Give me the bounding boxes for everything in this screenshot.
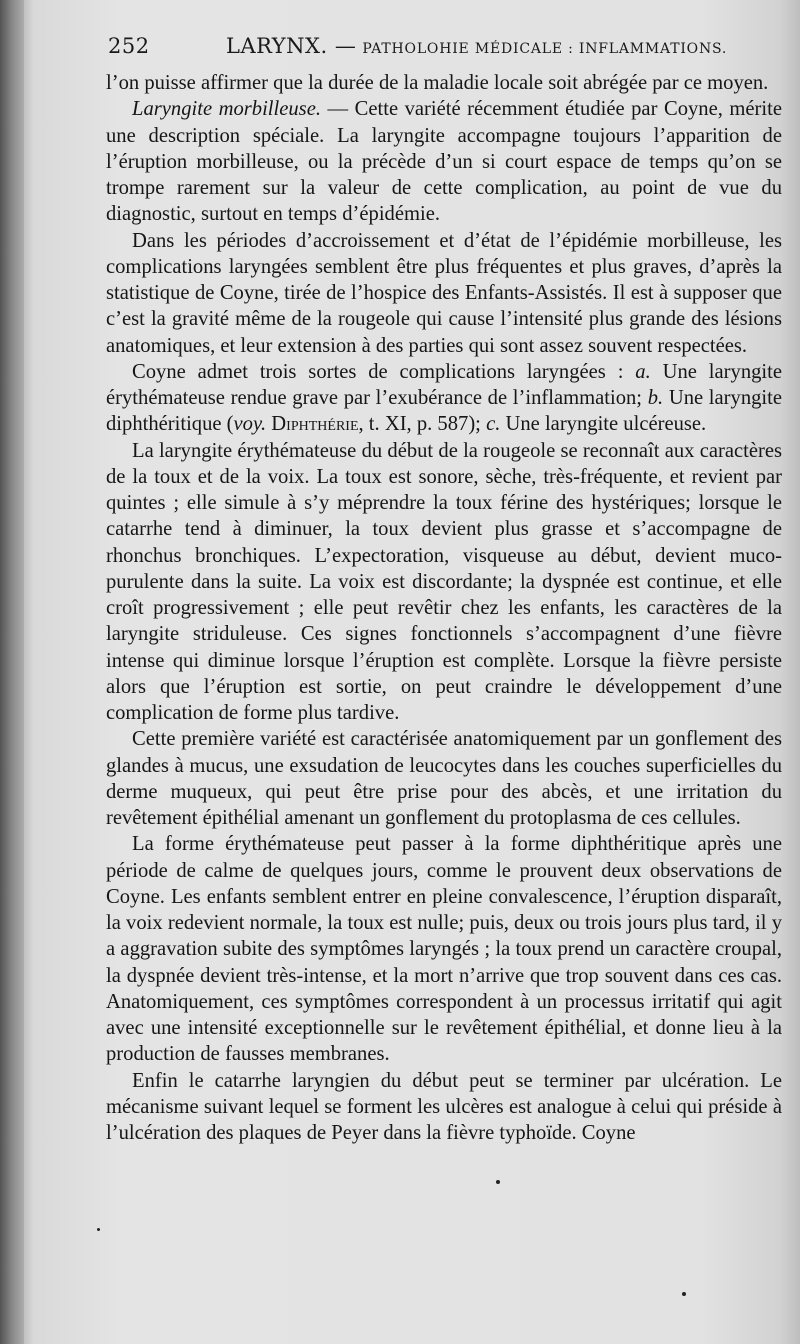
paragraph-text: Une laryngite diphthéritique ( (106, 387, 782, 436)
section-lead: Laryngite morbilleuse. (132, 98, 321, 121)
ink-speck (97, 1228, 100, 1231)
paragraph-text: Une laryngite érythémateuse rendue grave par l’exubérance de l’inflammation; (106, 360, 782, 409)
paragraph-text: La forme érythémateuse peut passer à la forme diphthéritique après une période de calme de quelques jours, comme le prouvent deux observations de Coyne. Les enfants semblent entrer en pleine convalescence, l’éruption disparaît, la voix redevient normale, la toux est nulle; puis, deux ou trois jours plus tard, il y a aggravation subite des symptômes laryngés ; la toux prend un caractère croupal, la dyspnée devient très-intense, et la mort n’arrive que trop souvent dans ces cas. Anatomiquement, ces symptômes correspondent à un processus irritatif qui agit avec une intensité exceptionnelle sur le revêtement épithélial, et donne lieu à la production de fausses membranes. (106, 833, 782, 1066)
ink-speck (682, 1292, 686, 1296)
paragraph-text: — Cette variété récemment étudiée par Coyne, mérite une description spéciale. La laryngite accompagne toujours l’apparition de l’éruption morbilleuse, ou la précède d’un si court espace de temps qu’on se trompe rarement sur la valeur de cette complication, au point de vue du diagnostic, surtout en temps d’épidémie. (106, 98, 782, 226)
paragraph-premiere-variete (106, 726, 782, 831)
ink-speck (496, 1180, 500, 1184)
list-marker-c: c. (486, 413, 501, 436)
paragraph-text: Enfin le catarrhe laryngien du début peut se terminer par ulcération. Le mécanisme suivant lequel se forment les ulcères est analogue à celui qui préside à l’ulcération des plaques de Peyer dans la fièvre typhoïde. Coyne (106, 1069, 782, 1144)
book-spine-shadow (0, 0, 24, 1344)
paragraph-text: l’on puisse affirmer que la durée de la maladie locale soit abrégée par ce moyen. (106, 72, 769, 94)
cross-reference: Diphthérie (271, 413, 359, 436)
paragraph-laryngite-morbilleuse (106, 96, 782, 227)
list-marker-a: a. (635, 360, 651, 383)
page-header (108, 34, 778, 64)
voy-abbreviation: voy. (233, 413, 267, 436)
paragraph-continued (106, 70, 782, 96)
paragraph-text: , t. XI, p. 587); (358, 413, 487, 436)
paragraph-ulceration (106, 1068, 782, 1147)
page-number: 252 (108, 34, 150, 58)
running-head-subtitle: PATHOLOHIE MÉDICALE : INFLAMMATIONS. (362, 41, 728, 57)
paragraph-text: Coyne admet trois sortes de complications laryngées : (132, 360, 636, 383)
paragraph-text: Une laryngite ulcéreuse. (500, 413, 707, 436)
paragraph-text: Dans les périodes d’accroissement et d’état de l’épidémie morbilleuse, les complications laryngées semblent être plus fréquentes et plus graves, d’après la statistique de Coyne, tirée de l’hospice des Enfants-Assistés. Il est à supposer que c’est la gravité même de la rougeole qui cause l’intensité plus grande des lésions anatomiques, et leur extension à des parties qui sont assez souvent respectées. (106, 229, 782, 357)
paragraph-trois-sortes (106, 359, 782, 438)
paragraph-text: Cette première variété est caractérisée anatomiquement par un gonflement des glandes à mucus, une exsudation de leucocytes dans les couches superficielles du derme muqueux, qui peut être prise pour des abcès, et une irritation du revêtement épithélial amenant un gonflement du protoplasma de ces cellules. (106, 728, 782, 829)
body-text (106, 70, 782, 1146)
paragraph-erythemateuse (106, 438, 782, 727)
running-head (226, 34, 727, 58)
paragraph-text: La laryngite érythémateuse du début de la rougeole se reconnaît aux caractères de la toux et de la voix. La toux est sonore, sèche, très-fréquente, et revient par quintes ; elle simule à s’y méprendre la toux férine des hystériques; lorsque le catarrhe tend à diminuer, la toux devient plus grasse et s’accompagne de rhonchus bronchiques. L’expectoration, visqueuse au début, devient muco-purulente dans la suite. La voix est discordante; la dyspnée est continue, et elle croît progressivement ; elle peut revêtir chez les enfants, les caractères de la laryngite striduleuse. Ces signes fonctionnels s’accompagnent d’une fièvre intense qui diminue lorsque l’éruption est complète. Lorsque la fièvre persiste alors que l’éruption est sortie, on peut craindre le développement d’une complication de forme plus tardive. (106, 439, 782, 724)
running-head-title: LARYNX. — (226, 34, 357, 58)
paragraph-forme-diphtheritique (106, 831, 782, 1067)
paragraph-epidemie (106, 228, 782, 359)
list-marker-b: b. (647, 387, 664, 409)
